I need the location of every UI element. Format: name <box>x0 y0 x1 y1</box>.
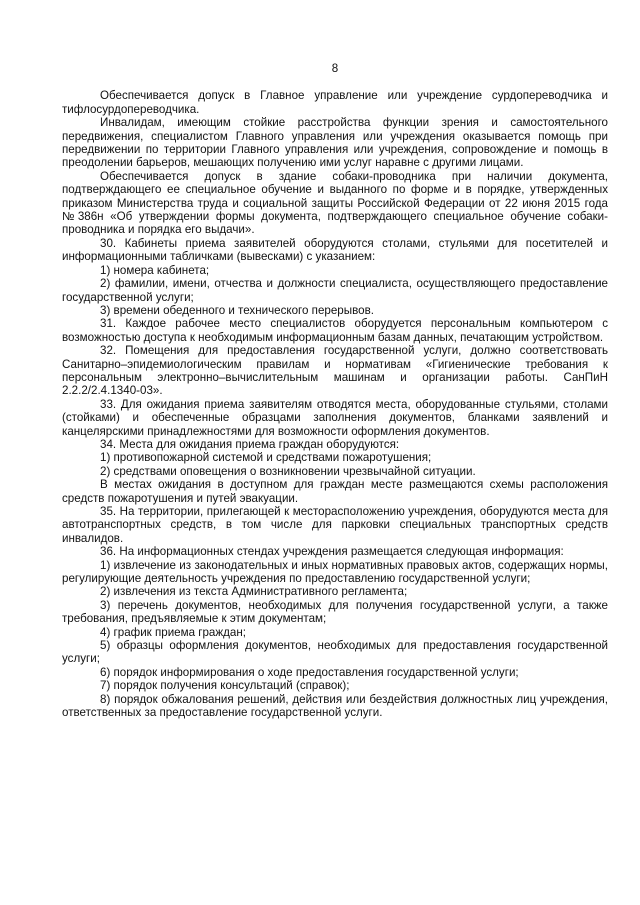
list-item-document-samples: 5) образцы оформления документов, необходимых для предоставления государственной услуги; <box>62 639 608 666</box>
paragraph-33-waiting-places: 33. Для ожидания приема заявителям отводятся места, оборудованные стульями, столами (стойками) и обеспеченные образцами заполнения документов, бланками заявлений и канцелярскими принадлежностями для возможности оформления документов. <box>62 397 608 438</box>
paragraph-visually-impaired-assistance: Инвалидам, имеющим стойкие расстройства функции зрения и самостоятельного передвижения, специалистом Главного управления или учреждения оказывается помощь при передвижении по территории Главного управления или учреждения, сопровождение и помощь в преодолении барьеров, мешающих получению ими услуг наравне с другими лицами. <box>62 116 608 170</box>
list-item-specialist-name: 2) фамилии, имени, отчества и должности специалиста, осуществляющего предоставление государственной услуги; <box>62 277 608 304</box>
list-item-break-times: 3) времени обеденного и технического перерывов. <box>100 303 374 317</box>
paragraph-30-reception-offices: 30. Кабинеты приема заявителей оборудуются столами, стульями для посетителей и информационными табличками (вывесками) с указанием: <box>62 236 608 264</box>
list-item-office-number: 1) номера кабинета; <box>100 263 210 277</box>
paragraph-31-workplace: 31. Каждое рабочее место специалистов оборудуется персональным компьютером с возможностью доступа к необходимым информационным базам данных, печатающим устройством. <box>62 317 608 344</box>
list-item-progress-info: 6) порядок информирования о ходе предоставления государственной услуги; <box>100 665 519 679</box>
paragraph-34-waiting-equipment: 34. Места для ожидания приема граждан оборудуются: <box>100 437 400 451</box>
list-item-legal-extracts: 1) извлечение из законодательных и иных нормативных правовых актов, содержащих нормы, регулирующие деятельность учреждения по предоставлению государственной услуги; <box>62 558 608 586</box>
paragraph-35-parking: 35. На территории, прилегающей к месторасположению учреждения, оборудуются места для автотранспортных средств, в том числе для парковки специальных транспортных средств инвалидов. <box>62 505 608 545</box>
paragraph-evacuation-schemes: В местах ожидания в доступном для граждан месте размещаются схемы расположения средств пожаротушения и путей эвакуации. <box>62 478 608 505</box>
page-number: 8 <box>331 62 339 75</box>
list-item-reception-schedule: 4) график приема граждан; <box>100 625 246 639</box>
list-item-documents-list: 3) перечень документов, необходимых для получения государственной услуги, а также требования, предъявляемые к этим документам; <box>62 598 608 626</box>
paragraph-access-interpreters: Обеспечивается допуск в Главное управление или учреждение сурдопереводчика и тифлосурдопереводчика. <box>62 89 608 116</box>
paragraph-36-info-stands: 36. На информационных стендах учреждения размещается следующая информация: <box>100 545 564 559</box>
paragraph-guide-dog-access: Обеспечивается допуск в здание собаки-проводника при наличии документа, подтверждающего ее специальное обучение и выданного по форме и в порядке, утвержденных приказом Министерства труда и социальной защиты Российской Федерации от 22 июня 2015 года №386н «Об утверждении формы документа, подтверждающего специальное обучение собаки-проводника и порядка его выдачи». <box>62 169 608 237</box>
list-item-emergency-alert: 2) средствами оповещения о возникновении чрезвычайной ситуации. <box>100 464 476 478</box>
list-item-regulation-extracts: 2) извлечения из текста Административного регламента; <box>100 585 408 599</box>
document-body <box>62 89 608 719</box>
list-item-appeal-procedure: 8) порядок обжалования решений, действия или бездействия должностных лиц учреждения, ответственных за предоставление государственной услуги. <box>62 692 608 720</box>
list-item-consultations: 7) порядок получения консультаций (справок); <box>100 679 350 693</box>
list-item-fire-protection: 1) противопожарной системой и средствами пожаротушения; <box>100 451 432 465</box>
paragraph-32-premises-sanpin: 32. Помещения для предоставления государственной услуги, должно соответствовать Санитарно–эпидемиологическим правилам и нормативам «Гигиенические требования к персональным электронно–вычислительным машинам и организации работы. СанПиН 2.2.2/2.4.1340-03». <box>62 344 608 398</box>
